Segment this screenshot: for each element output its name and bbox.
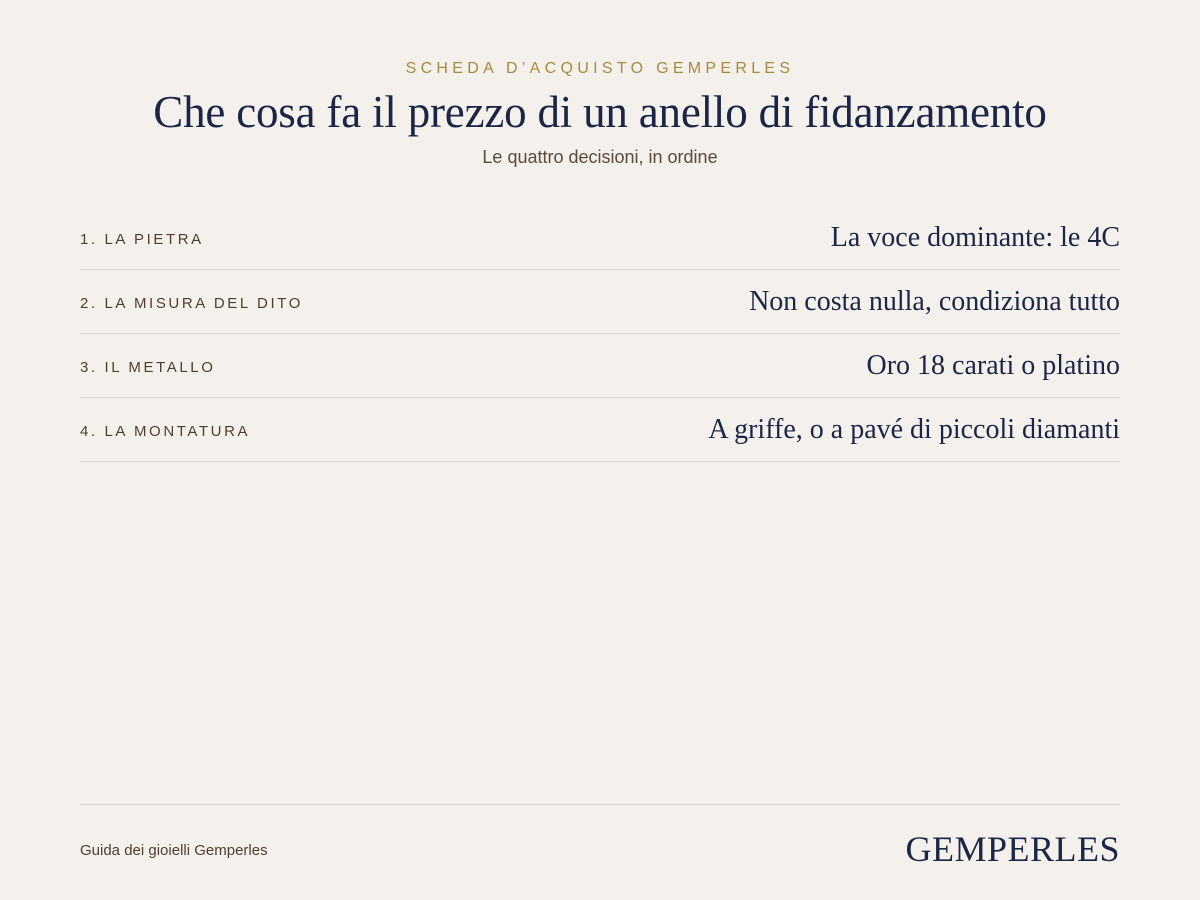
- brand-logo: GEMPERLES: [905, 829, 1120, 869]
- decision-row-metal: [80, 334, 1120, 398]
- row-label: 1. LA PIETRA: [80, 231, 204, 248]
- row-value: A griffe, o a pavé di piccoli diamanti: [708, 414, 1120, 445]
- row-label: 2. LA MISURA DEL DITO: [80, 295, 303, 312]
- page-subtitle: Le quattro decisioni, in ordine: [482, 147, 718, 167]
- footer-divider: [80, 804, 1120, 805]
- decision-list: [80, 206, 1120, 462]
- row-label: 4. LA MONTATURA: [80, 423, 251, 440]
- page-title: Che cosa fa il prezzo di un anello di fidanzamento: [153, 87, 1047, 137]
- decision-row-finger-size: [80, 270, 1120, 334]
- row-value: Non costa nulla, condiziona tutto: [749, 286, 1120, 317]
- footer-caption: Guida dei gioielli Gemperles: [80, 842, 268, 859]
- row-label: 3. IL METALLO: [80, 359, 216, 376]
- row-value: Oro 18 carati o platino: [866, 350, 1120, 381]
- decision-row-stone: [80, 206, 1120, 270]
- row-value: La voce dominante: le 4C: [830, 222, 1120, 253]
- decision-row-setting: [80, 398, 1120, 462]
- eyebrow: SCHEDA D’ACQUISTO GEMPERLES: [405, 60, 795, 77]
